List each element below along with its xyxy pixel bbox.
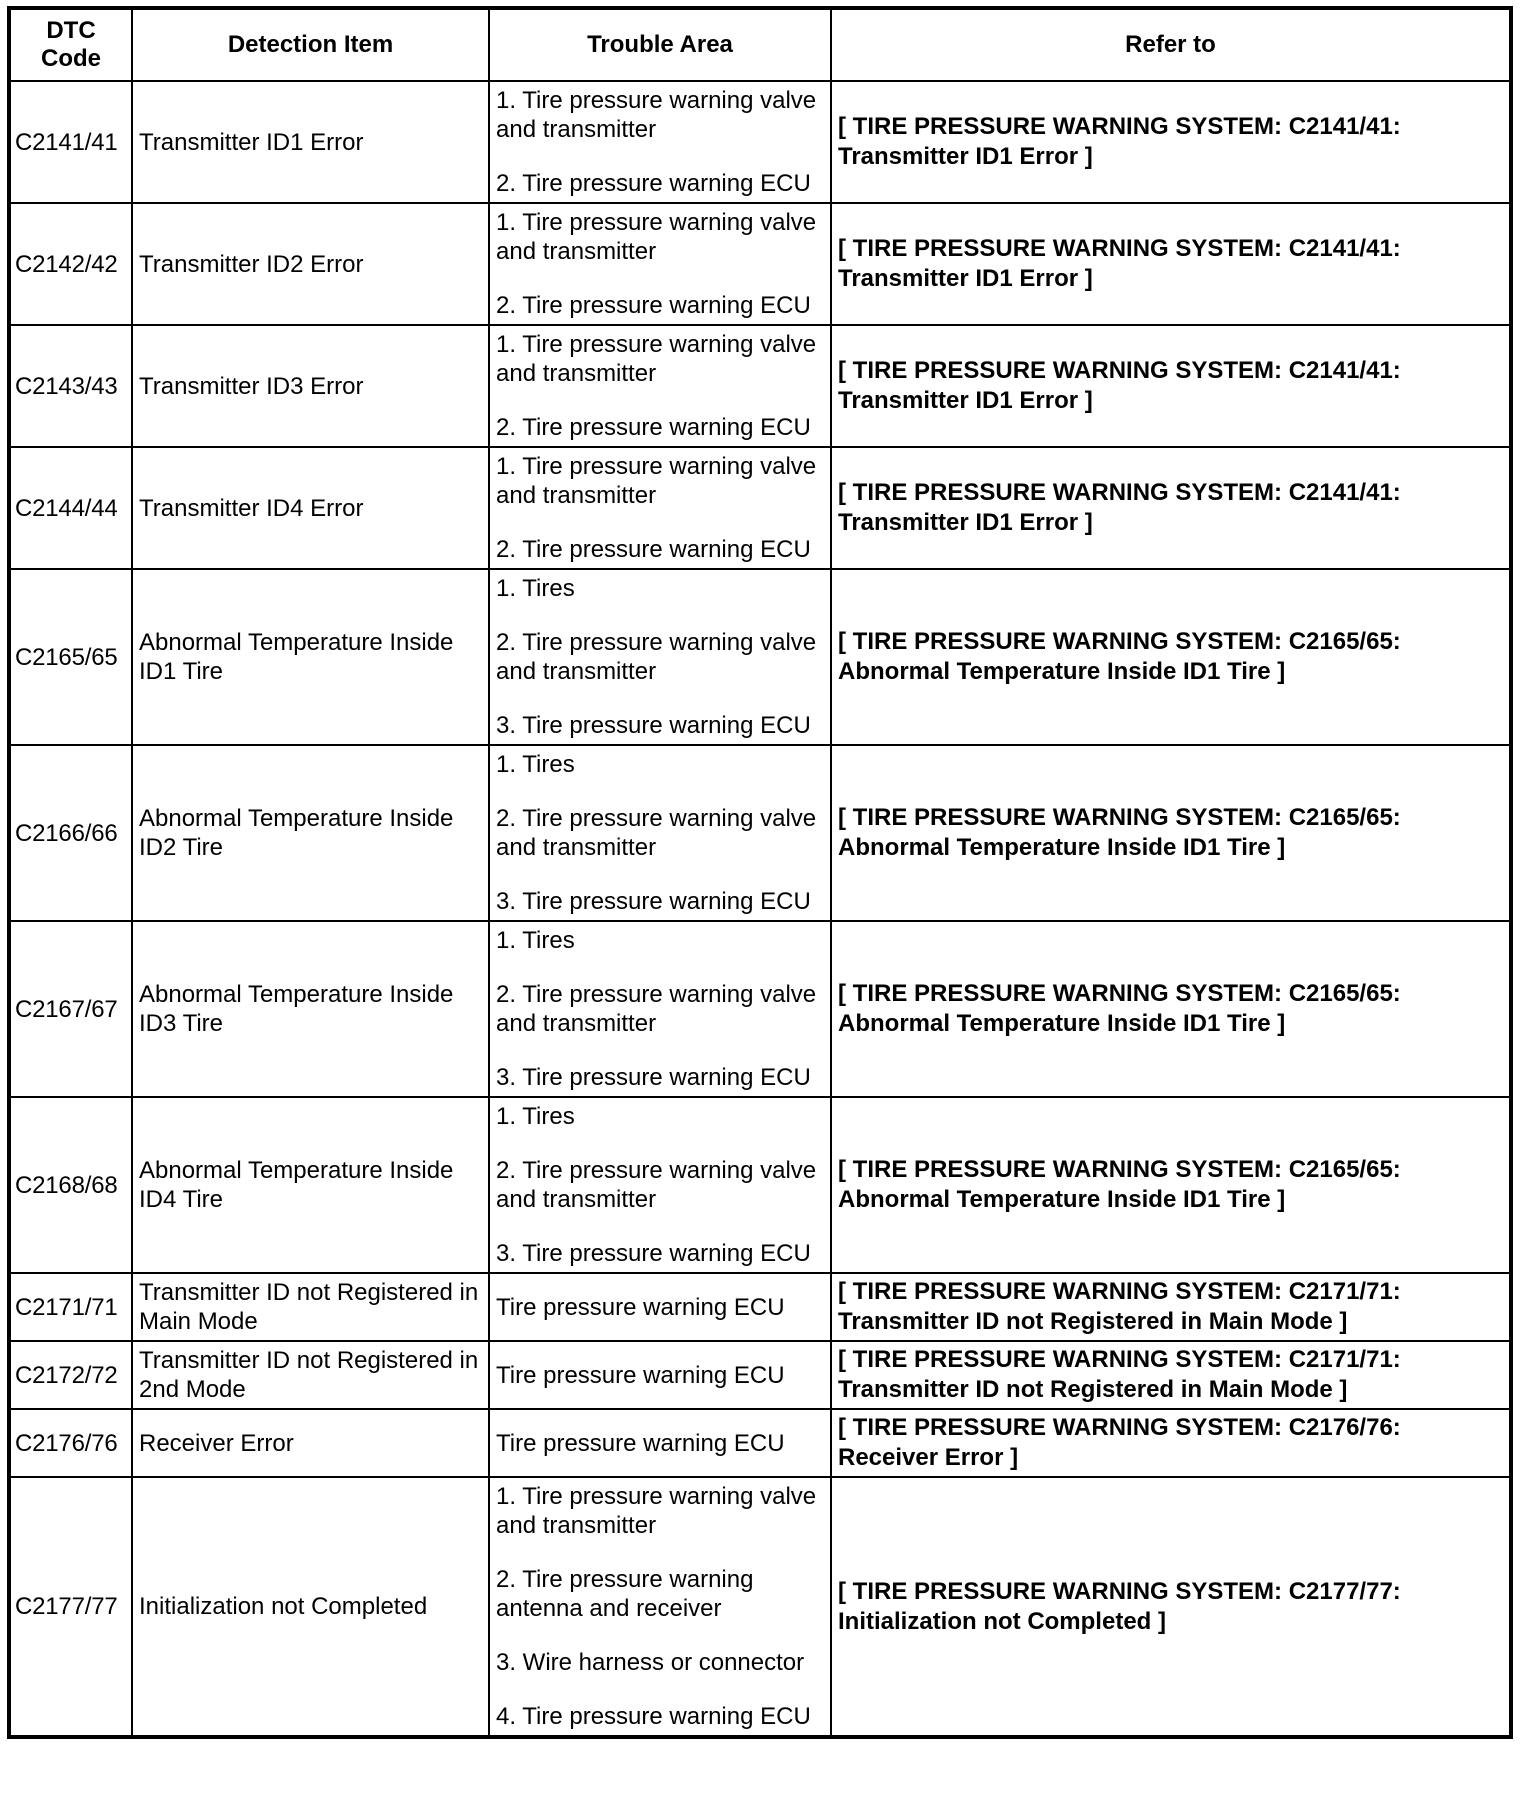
detection-item-cell: Transmitter ID1 Error [132, 81, 489, 203]
refer-to-cell: [ TIRE PRESSURE WARNING SYSTEM: C2165/65: Abnormal Temperature Inside ID1 Tire ] [831, 569, 1511, 745]
trouble-area-item: Tire pressure warning ECU [496, 1361, 785, 1389]
table-row [9, 81, 1511, 203]
trouble-area-list [496, 1429, 824, 1458]
refer-to-cell: [ TIRE PRESSURE WARNING SYSTEM: C2141/41: Transmitter ID1 Error ] [831, 447, 1511, 569]
trouble-area-list [496, 1361, 824, 1390]
refer-to-cell: [ TIRE PRESSURE WARNING SYSTEM: C2141/41: Transmitter ID1 Error ] [831, 203, 1511, 325]
trouble-area-cell [489, 569, 831, 745]
detection-item-cell: Abnormal Temperature Inside ID3 Tire [132, 921, 489, 1097]
table-row [9, 1341, 1511, 1409]
table-row [9, 447, 1511, 569]
table-row [9, 1477, 1511, 1737]
table-header [9, 8, 1511, 81]
trouble-area-list [496, 208, 824, 320]
table-row [9, 921, 1511, 1097]
trouble-area-item: 2. Tire pressure warning valve and transmitter [496, 1157, 817, 1213]
dtc-code-cell: C2172/72 [9, 1341, 132, 1409]
trouble-area-list [496, 750, 824, 916]
header-dtc-code: DTC Code [9, 8, 132, 81]
refer-to-cell: [ TIRE PRESSURE WARNING SYSTEM: C2171/71: Transmitter ID not Registered in Main Mode ] [831, 1273, 1511, 1341]
table-body [9, 81, 1511, 1737]
detection-item-cell: Transmitter ID4 Error [132, 447, 489, 569]
refer-to-cell: [ TIRE PRESSURE WARNING SYSTEM: C2165/65: Abnormal Temperature Inside ID1 Tire ] [831, 745, 1511, 921]
detection-item-cell: Transmitter ID3 Error [132, 325, 489, 447]
trouble-area-cell [489, 1477, 831, 1737]
dtc-code-cell: C2171/71 [9, 1273, 132, 1341]
trouble-area-cell [489, 81, 831, 203]
trouble-area-cell [489, 203, 831, 325]
table-row [9, 325, 1511, 447]
trouble-area-list [496, 86, 824, 198]
trouble-area-item: 3. Tire pressure warning ECU [496, 1064, 811, 1091]
dtc-code-cell: C2143/43 [9, 325, 132, 447]
trouble-area-item: 4. Tire pressure warning ECU [496, 1703, 811, 1730]
trouble-area-item: 1. Tires [496, 1103, 575, 1130]
dtc-table [7, 6, 1513, 1739]
table-row [9, 203, 1511, 325]
trouble-area-cell [489, 1097, 831, 1273]
trouble-area-cell [489, 745, 831, 921]
refer-to-cell: [ TIRE PRESSURE WARNING SYSTEM: C2141/41: Transmitter ID1 Error ] [831, 81, 1511, 203]
dtc-code-cell: C2166/66 [9, 745, 132, 921]
trouble-area-item: 2. Tire pressure warning ECU [496, 170, 811, 197]
trouble-area-item: 1. Tire pressure warning valve and transmitter [496, 87, 817, 143]
trouble-area-item: 1. Tire pressure warning valve and transmitter [496, 1483, 817, 1539]
refer-to-cell: [ TIRE PRESSURE WARNING SYSTEM: C2141/41: Transmitter ID1 Error ] [831, 325, 1511, 447]
detection-item-cell: Abnormal Temperature Inside ID1 Tire [132, 569, 489, 745]
dtc-code-cell: C2142/42 [9, 203, 132, 325]
trouble-area-item: 2. Tire pressure warning ECU [496, 536, 811, 563]
trouble-area-item: 1. Tires [496, 575, 575, 602]
trouble-area-item: 1. Tire pressure warning valve and transmitter [496, 331, 817, 387]
trouble-area-item: Tire pressure warning ECU [496, 1293, 785, 1321]
trouble-area-item: 3. Tire pressure warning ECU [496, 1240, 811, 1267]
trouble-area-item: 3. Tire pressure warning ECU [496, 888, 811, 915]
trouble-area-item: 1. Tire pressure warning valve and transmitter [496, 209, 817, 265]
dtc-code-cell: C2144/44 [9, 447, 132, 569]
trouble-area-cell [489, 921, 831, 1097]
dtc-code-cell: C2176/76 [9, 1409, 132, 1477]
dtc-code-cell: C2141/41 [9, 81, 132, 203]
dtc-code-cell: C2165/65 [9, 569, 132, 745]
trouble-area-list [496, 574, 824, 740]
detection-item-cell: Initialization not Completed [132, 1477, 489, 1737]
table-row [9, 1097, 1511, 1273]
table-row [9, 745, 1511, 921]
header-refer-to: Refer to [831, 8, 1511, 81]
trouble-area-list [496, 330, 824, 442]
refer-to-cell: [ TIRE PRESSURE WARNING SYSTEM: C2171/71: Transmitter ID not Registered in Main Mode ] [831, 1341, 1511, 1409]
trouble-area-cell [489, 325, 831, 447]
dtc-code-cell: C2167/67 [9, 921, 132, 1097]
dtc-code-cell: C2168/68 [9, 1097, 132, 1273]
trouble-area-item: 1. Tires [496, 927, 575, 954]
trouble-area-cell [489, 447, 831, 569]
trouble-area-item: 2. Tire pressure warning ECU [496, 292, 811, 319]
header-detection-item: Detection Item [132, 8, 489, 81]
refer-to-cell: [ TIRE PRESSURE WARNING SYSTEM: C2165/65: Abnormal Temperature Inside ID1 Tire ] [831, 1097, 1511, 1273]
trouble-area-item: 2. Tire pressure warning ECU [496, 414, 811, 441]
trouble-area-cell [489, 1273, 831, 1341]
trouble-area-list [496, 1482, 824, 1731]
trouble-area-item: 3. Tire pressure warning ECU [496, 712, 811, 739]
detection-item-cell: Transmitter ID not Registered in Main Mode [132, 1273, 489, 1341]
trouble-area-item: Tire pressure warning ECU [496, 1429, 785, 1457]
trouble-area-list [496, 1102, 824, 1268]
dtc-table-container [7, 6, 1513, 1739]
detection-item-cell: Abnormal Temperature Inside ID2 Tire [132, 745, 489, 921]
trouble-area-item: 1. Tire pressure warning valve and transmitter [496, 453, 817, 509]
trouble-area-item: 2. Tire pressure warning antenna and receiver [496, 1566, 754, 1622]
header-trouble-area: Trouble Area [489, 8, 831, 81]
detection-item-cell: Transmitter ID2 Error [132, 203, 489, 325]
trouble-area-item: 2. Tire pressure warning valve and transmitter [496, 981, 817, 1037]
trouble-area-item: 2. Tire pressure warning valve and transmitter [496, 629, 817, 685]
trouble-area-list [496, 1293, 824, 1322]
trouble-area-list [496, 926, 824, 1092]
trouble-area-item: 1. Tires [496, 751, 575, 778]
trouble-area-list [496, 452, 824, 564]
refer-to-cell: [ TIRE PRESSURE WARNING SYSTEM: C2177/77: Initialization not Completed ] [831, 1477, 1511, 1737]
table-row [9, 569, 1511, 745]
header-row [9, 8, 1511, 81]
table-row [9, 1409, 1511, 1477]
trouble-area-cell [489, 1341, 831, 1409]
detection-item-cell: Abnormal Temperature Inside ID4 Tire [132, 1097, 489, 1273]
table-row [9, 1273, 1511, 1341]
dtc-code-cell: C2177/77 [9, 1477, 132, 1737]
detection-item-cell: Receiver Error [132, 1409, 489, 1477]
refer-to-cell: [ TIRE PRESSURE WARNING SYSTEM: C2176/76: Receiver Error ] [831, 1409, 1511, 1477]
refer-to-cell: [ TIRE PRESSURE WARNING SYSTEM: C2165/65: Abnormal Temperature Inside ID1 Tire ] [831, 921, 1511, 1097]
trouble-area-cell [489, 1409, 831, 1477]
trouble-area-item: 2. Tire pressure warning valve and transmitter [496, 805, 817, 861]
detection-item-cell: Transmitter ID not Registered in 2nd Mode [132, 1341, 489, 1409]
trouble-area-item: 3. Wire harness or connector [496, 1649, 805, 1676]
